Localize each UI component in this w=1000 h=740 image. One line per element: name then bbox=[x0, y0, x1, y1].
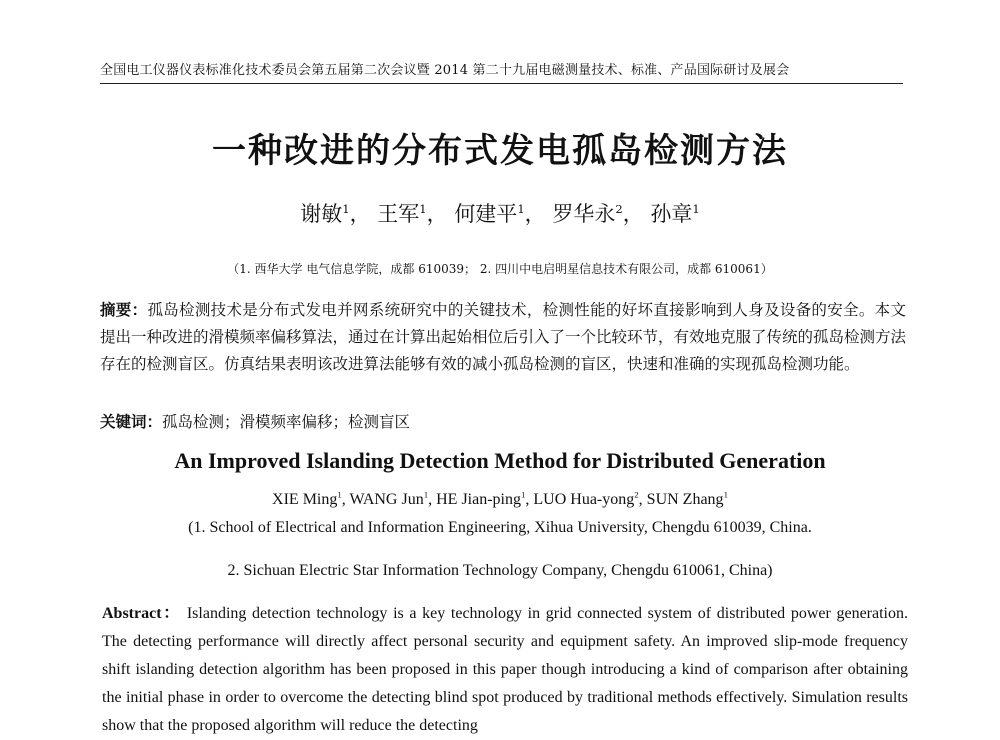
conference-header: 全国电工仪器仪表标准化技术委员会第五届第二次会议暨 2014 第二十九届电磁测量技术、标准、产品国际研讨及展会 bbox=[100, 62, 903, 84]
author-cn: 王军$^1$， bbox=[377, 202, 448, 226]
author-en: XIE Ming$^1$, bbox=[272, 490, 350, 509]
keywords-cn bbox=[100, 410, 906, 434]
author-en: SUN Zhang$^1$ bbox=[646, 490, 728, 509]
authors-en bbox=[0, 490, 1000, 509]
keywords-cn-label: 关键词： bbox=[100, 412, 163, 431]
abstract-cn-text: 孤岛检测技术是分布式发电并网系统研究中的关键技术，检测性能的好坏直接影响到人身及设备的安全。本文提出一种改进的滑模频率偏移算法，通过在计算出起始相位后引入了一个比较环节，有效地克服了传统的孤岛检测方法存在的检测盲区。仿真结果表明该改进算法能够有效的减小孤岛检测的盲区，快速和准确的实现孤岛检测功能。 bbox=[100, 301, 907, 373]
authors-cn bbox=[0, 198, 1000, 228]
author-en: HE Jian-ping$^1$, bbox=[436, 490, 534, 509]
author-en: WANG Jun$^1$, bbox=[349, 490, 437, 509]
paper-title-cn: 一种改进的分布式发电孤岛检测方法 bbox=[212, 131, 788, 171]
affiliation-cn: （1. 西华大学 电气信息学院，成都 610039； 2. 四川中电启明星信息技术有限公司，成都 610061） bbox=[227, 262, 773, 276]
abstract-en-label: Abstract： bbox=[102, 605, 181, 622]
abstract-cn-label: 摘要： bbox=[100, 300, 148, 319]
author-cn: 孙章$^1$ bbox=[650, 202, 700, 226]
abstract-en-text: Islanding detection technology is a key technology in grid connected system of distributed power generation. The detecting performance will directly affect personal security and equipment safety. An improved slip-mode frequency shift islanding detection algorithm has been proposed in this paper though introducing a kind of comparison after obtaining the initial phase in order to overcome the detecting blind spot produced by traditional methods effectively. Simulation results show that the proposed algorithm will reduce the detecting bbox=[102, 605, 908, 734]
paper-title-en: An Improved Islanding Detection Method for Distributed Generation bbox=[174, 448, 826, 473]
author-cn: 谢敏$^1$， bbox=[300, 202, 371, 226]
affiliation-en-1: (1. School of Electrical and Information Engineering, Xihua University, Chengdu 610039, China. bbox=[188, 519, 812, 536]
affiliation-en-2: 2. Sichuan Electric Star Information Technology Company, Chengdu 610061, China) bbox=[227, 562, 773, 579]
author-en: LUO Hua-yong$^2$, bbox=[533, 490, 647, 509]
author-cn: 罗华永$^2$， bbox=[552, 202, 644, 226]
abstract-cn bbox=[100, 296, 906, 378]
keywords-cn-text: 孤岛检测；滑模频率偏移；检测盲区 bbox=[162, 413, 411, 431]
author-cn: 何建平$^1$， bbox=[454, 202, 546, 226]
abstract-en bbox=[102, 600, 908, 740]
